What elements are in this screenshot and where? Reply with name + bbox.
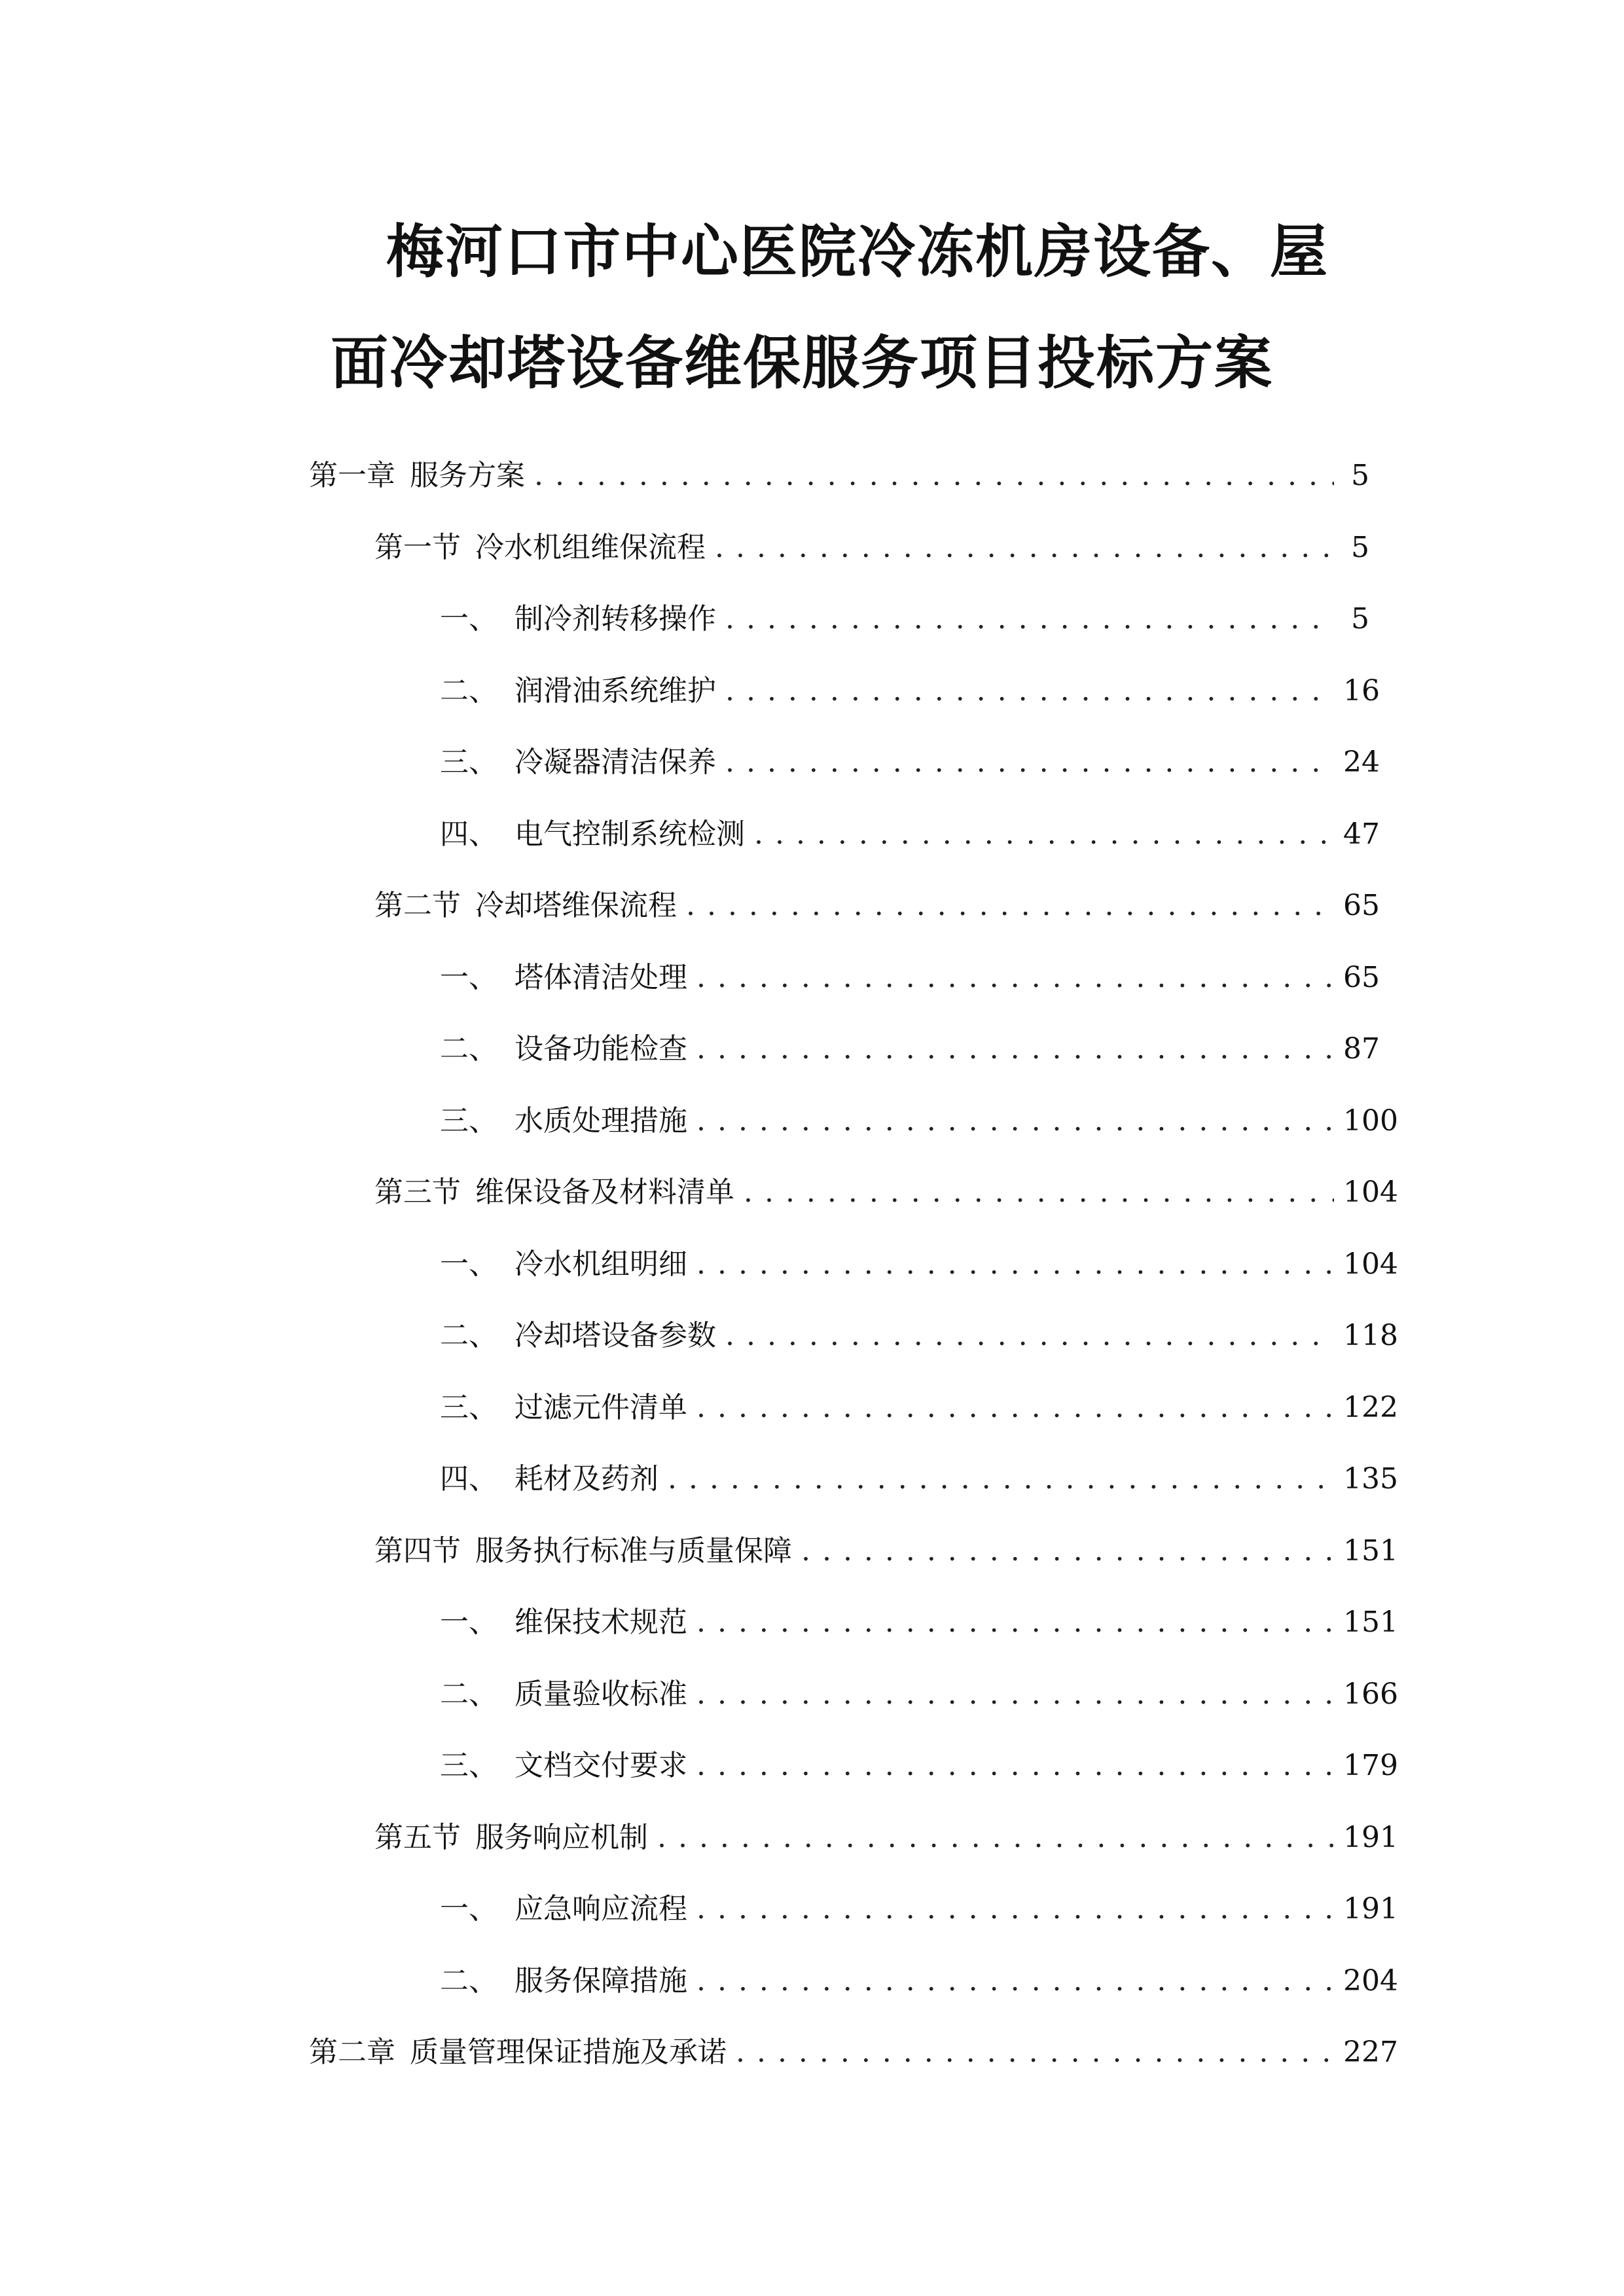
toc-page-number: 151 (1343, 1605, 1398, 1639)
toc-entry[interactable] (309, 440, 1369, 512)
toc-entry-label: 文档交付要求 (514, 1749, 687, 1782)
toc-entry[interactable] (309, 583, 1369, 655)
toc-page-number: 179 (1343, 1749, 1398, 1782)
toc-dot-leader (668, 1443, 1334, 1515)
toc-page-number: 65 (1343, 960, 1380, 994)
toc-page-number: 118 (1343, 1319, 1398, 1352)
toc-dot-leader (696, 1085, 1334, 1157)
toc-entry-number: 一、 (440, 960, 497, 994)
table-of-contents (309, 440, 1398, 2089)
toc-entry-number: 三、 (440, 1390, 497, 1424)
toc-dot-leader (696, 1945, 1334, 2017)
toc-page-number: 65 (1343, 889, 1380, 922)
document-title-line2: 面冷却塔设备维保服务项目投标方案 (331, 329, 1274, 397)
toc-entry[interactable] (309, 1013, 1380, 1085)
toc-entry-number: 二、 (440, 1032, 497, 1066)
toc-entry[interactable] (309, 512, 1369, 584)
toc-dot-leader (725, 583, 1334, 655)
toc-entry-label: 冷凝器清洁保养 (514, 745, 716, 779)
toc-entry[interactable] (309, 1659, 1398, 1731)
toc-entry-label: 冷却塔设备参数 (514, 1319, 716, 1352)
toc-dot-leader (534, 440, 1334, 512)
document-title (308, 196, 1420, 419)
toc-page-number: 135 (1343, 1462, 1398, 1496)
toc-entry-label: 服务响应机制 (475, 1820, 648, 1854)
toc-entry-number: 三、 (440, 1103, 497, 1138)
toc-dot-leader (696, 1730, 1334, 1802)
toc-entry-number: 二、 (440, 1964, 497, 1998)
toc-entry-label: 服务方案 (410, 459, 525, 492)
toc-entry-number: 第一章 (309, 459, 395, 492)
toc-entry-number: 三、 (440, 1749, 497, 1782)
toc-entry-label: 过滤元件清单 (514, 1390, 687, 1424)
toc-entry[interactable] (309, 870, 1380, 942)
toc-entry-label: 维保技术规范 (514, 1605, 687, 1639)
toc-entry-number: 三、 (440, 745, 497, 779)
toc-dot-leader (696, 1372, 1334, 1444)
toc-page-number: 104 (1343, 1247, 1398, 1281)
toc-entry[interactable] (309, 655, 1380, 727)
toc-entry-label: 耗材及药剂 (514, 1462, 659, 1496)
toc-entry[interactable] (309, 1372, 1398, 1444)
toc-entry[interactable] (309, 2017, 1398, 2089)
toc-entry-number: 第五节 (374, 1820, 461, 1854)
toc-entry-label: 设备功能检查 (514, 1032, 687, 1066)
toc-entry-number: 二、 (440, 1319, 497, 1352)
toc-dot-leader (725, 1300, 1334, 1372)
toc-dot-leader (696, 1013, 1334, 1085)
toc-entry[interactable] (309, 1300, 1398, 1372)
toc-entry[interactable] (309, 942, 1380, 1014)
toc-page-number: 122 (1343, 1390, 1398, 1424)
toc-entry[interactable] (309, 1229, 1398, 1300)
toc-dot-leader (725, 655, 1334, 727)
toc-dot-leader (715, 512, 1334, 584)
toc-entry-number: 一、 (440, 602, 497, 636)
toc-dot-leader (657, 1802, 1334, 1874)
toc-entry[interactable] (309, 1443, 1398, 1515)
toc-entry-number: 二、 (440, 673, 497, 708)
toc-entry-label: 润滑油系统维护 (514, 673, 716, 708)
toc-page-number: 191 (1343, 1892, 1398, 1926)
toc-dot-leader (696, 1873, 1334, 1945)
toc-entry-number: 第二章 (309, 2036, 395, 2069)
toc-entry-label: 制冷剂转移操作 (514, 602, 716, 636)
toc-dot-leader (754, 798, 1334, 870)
toc-entry-label: 质量管理保证措施及承诺 (410, 2036, 727, 2069)
toc-dot-leader (696, 942, 1334, 1014)
toc-page-number: 151 (1343, 1534, 1398, 1568)
toc-dot-leader (696, 1587, 1334, 1659)
toc-dot-leader (801, 1515, 1334, 1587)
toc-entry-label: 维保设备及材料清单 (475, 1175, 734, 1209)
toc-page-number: 5 (1351, 530, 1369, 564)
toc-entry-number: 第三节 (374, 1175, 461, 1209)
toc-dot-leader (686, 870, 1334, 942)
toc-page-number: 166 (1343, 1677, 1398, 1711)
toc-page-number: 100 (1343, 1103, 1398, 1138)
toc-entry-number: 一、 (440, 1247, 497, 1281)
toc-entry-number: 一、 (440, 1605, 497, 1639)
toc-entry-label: 电气控制系统检测 (514, 817, 745, 851)
toc-page-number: 47 (1343, 817, 1380, 851)
toc-entry[interactable] (309, 726, 1380, 798)
toc-entry[interactable] (309, 1802, 1398, 1874)
toc-entry[interactable] (309, 798, 1380, 870)
toc-entry-number: 第二节 (374, 889, 461, 922)
toc-dot-leader (744, 1157, 1334, 1229)
toc-entry-label: 塔体清洁处理 (514, 960, 687, 994)
toc-entry[interactable] (309, 1085, 1398, 1157)
toc-entry-number: 一、 (440, 1892, 497, 1926)
toc-entry-label: 冷却塔维保流程 (475, 889, 677, 922)
toc-entry-label: 应急响应流程 (514, 1892, 687, 1926)
toc-entry-label: 冷水机组明细 (514, 1247, 687, 1281)
toc-page-number: 104 (1343, 1175, 1398, 1209)
toc-entry-label: 质量验收标准 (514, 1677, 687, 1711)
toc-entry[interactable] (309, 1587, 1398, 1659)
toc-entry-number: 二、 (440, 1677, 497, 1711)
toc-entry-label: 服务保障措施 (514, 1964, 687, 1998)
toc-page-number: 87 (1343, 1032, 1380, 1066)
document-title-line1: 梅河口市中心医院冷冻机房设备、屋 (386, 218, 1329, 285)
toc-page-number: 16 (1343, 673, 1380, 708)
toc-entry-number: 四、 (440, 1462, 497, 1496)
toc-entry[interactable] (309, 1515, 1398, 1587)
toc-entry-label: 水质处理措施 (514, 1103, 687, 1138)
toc-dot-leader (696, 1659, 1334, 1731)
toc-entry-number: 第四节 (374, 1534, 461, 1568)
toc-dot-leader (696, 1229, 1334, 1300)
toc-page-number: 204 (1343, 1964, 1398, 1998)
toc-entry-number: 四、 (440, 817, 497, 851)
toc-entry[interactable] (309, 1157, 1398, 1229)
toc-page-number: 24 (1343, 745, 1380, 779)
toc-page-number: 227 (1343, 2036, 1398, 2069)
toc-dot-leader (725, 726, 1334, 798)
toc-entry-label: 冷水机组维保流程 (475, 530, 706, 564)
toc-entry[interactable] (309, 1945, 1398, 2017)
toc-entry[interactable] (309, 1873, 1398, 1945)
toc-page-number: 5 (1351, 459, 1369, 492)
toc-entry-number: 第一节 (374, 530, 461, 564)
toc-entry[interactable] (309, 1730, 1398, 1802)
toc-page-number: 5 (1351, 602, 1369, 636)
toc-dot-leader (736, 2017, 1334, 2089)
toc-page-number: 191 (1343, 1820, 1398, 1854)
toc-entry-label: 服务执行标准与质量保障 (475, 1534, 792, 1568)
